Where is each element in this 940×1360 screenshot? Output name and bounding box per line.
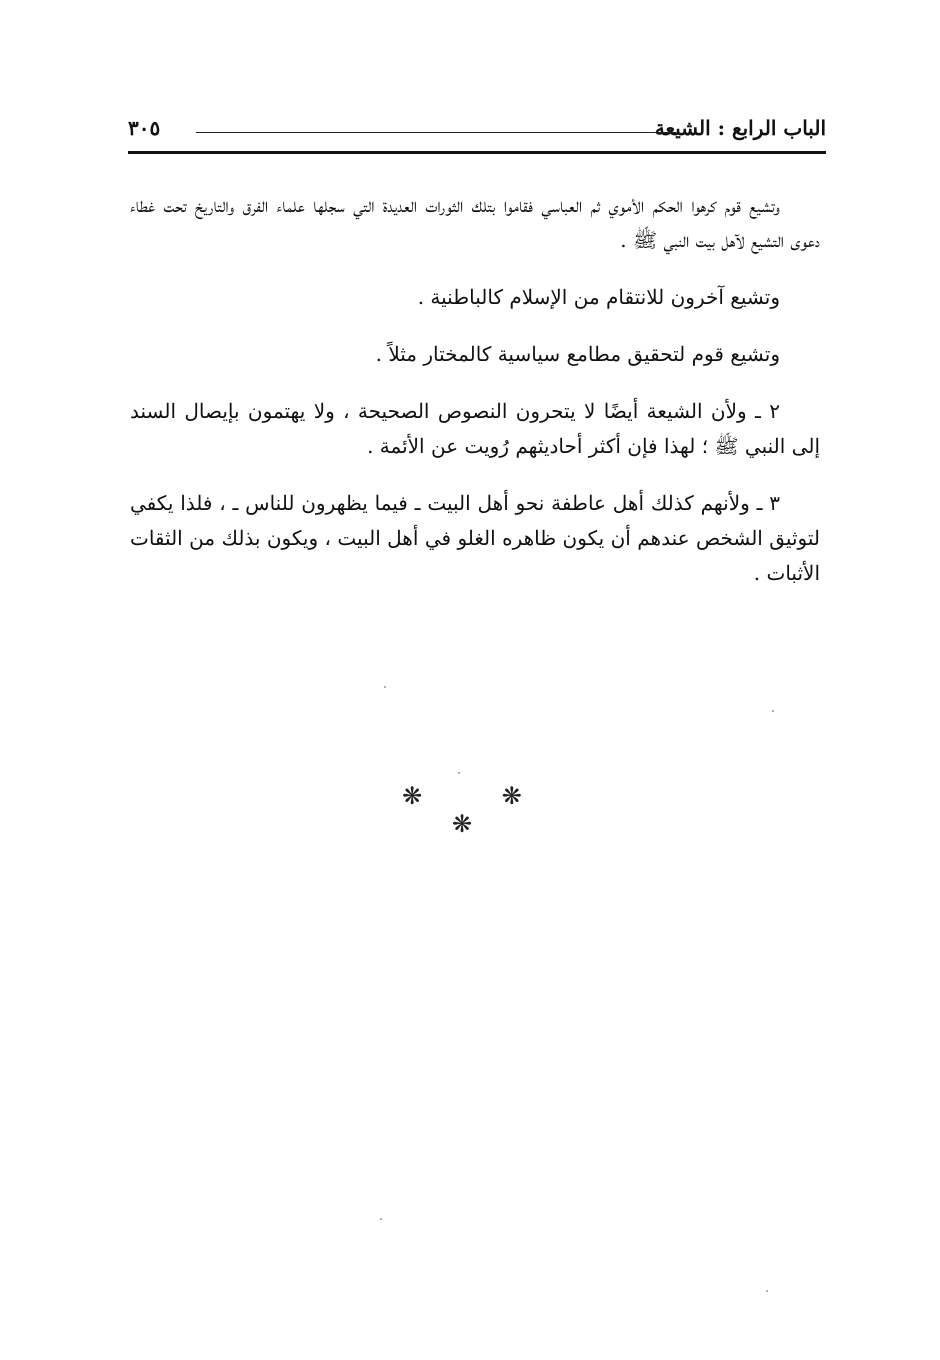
header-rule	[128, 151, 826, 154]
scan-speck	[458, 772, 460, 774]
header-dash-line	[196, 132, 676, 133]
paragraph-shia-revolts: وتشيع قوم كرهوا الحكم الأموي ثم العباسي فقاموا بتلك الثورات العديدة التي سجلها علماء الفرق والتاريخ تحت غطاء دعوى التشيع لآهل بيت النبي ﷺ .	[130, 193, 820, 252]
scan-speck	[772, 710, 774, 712]
scan-speck	[384, 686, 386, 688]
body-text	[130, 188, 820, 613]
scan-speck	[766, 1290, 768, 1292]
paragraph-batiniyya: وتشيع آخرون للانتقام من الإسلام كالباطنية .	[417, 285, 780, 309]
page-number: ٣٠٥	[128, 116, 161, 140]
section-separator: ❋ ❋ ❋	[402, 782, 558, 838]
paragraph-political-ambitions: وتشيع قوم لتحقيق مطامع سياسية كالمختار مثلاً .	[375, 342, 780, 366]
scan-speck	[380, 1218, 382, 1220]
page-header	[128, 112, 826, 154]
paragraph-point-2: ٢ ـ ولأن الشيعة أيضًا لا يتحرون النصوص الصحيحة ، ولا يهتمون بإيصال السند إلى النبي ﷺ ؛ لهذا فإن أكثر أحاديثهم رُويت عن الأئمة .	[130, 399, 820, 458]
paragraph-point-3: ٣ ـ ولأنهم كذلك أهل عاطفة نحو أهل البيت ـ فيما يظهرون للناس ـ ، فلذا يكفي لتوثيق الشخص عندهم أن يكون ظاهره الغلو في أهل البيت ، ويكون بذلك من الثقات الأثبات .	[130, 491, 820, 585]
chapter-title: الباب الرابع : الشيعة	[654, 116, 826, 140]
